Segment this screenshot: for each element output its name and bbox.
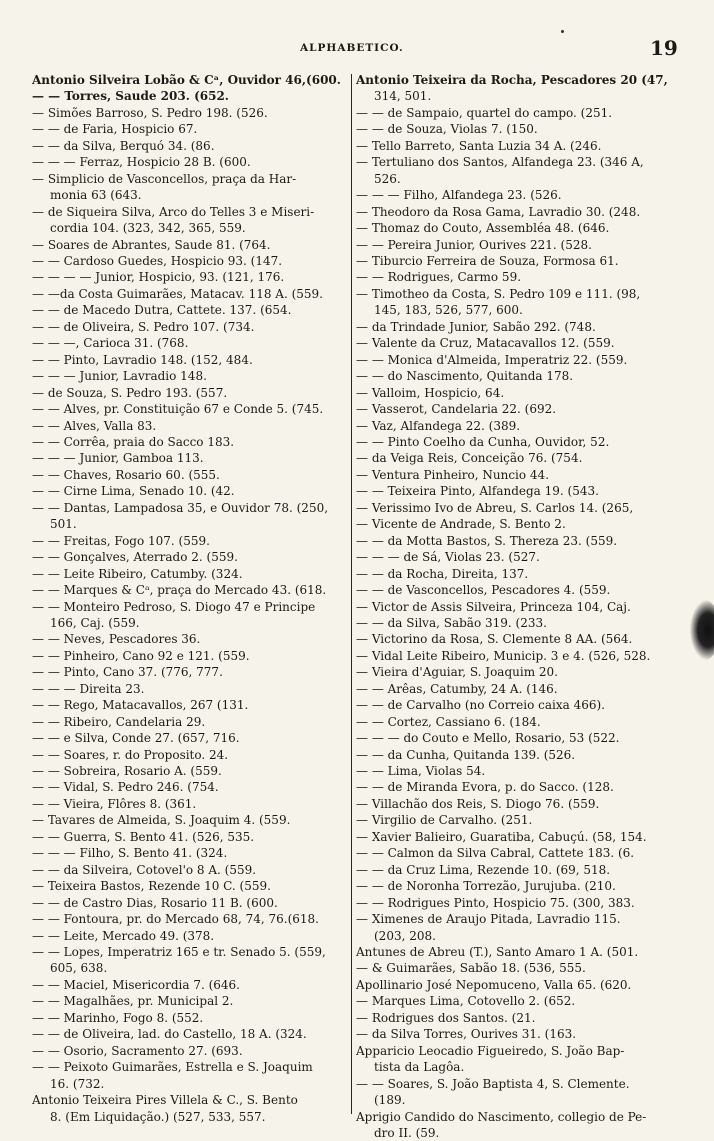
directory-entry: — — Soares, S. João Baptista 4, S. Clemente. — [356, 1076, 630, 1091]
directory-entry: — Vaz, Alfandega 22. (389. — [356, 418, 521, 433]
directory-entry: — Vieira d'Aguiar, S. Joaquim 20. — [356, 665, 558, 680]
directory-entry: — — Cirne Lima, Senado 10. (42. — [32, 484, 235, 499]
directory-entry: — Theodoro da Rosa Gama, Lavradio 30. (248. — [356, 204, 641, 219]
directory-entry: — — da Motta Bastos, S. Thereza 23. (559. — [356, 533, 618, 548]
directory-entry: — — — Junior, Gamboa 113. — [32, 451, 204, 466]
directory-entry: — — — Filho, S. Bento 41. (324. — [32, 846, 228, 861]
directory-entry: — Marques Lima, Cotovello 2. (652. — [356, 994, 576, 1009]
directory-entry: — Tertuliano dos Santos, Alfandega 23. (346 A, — [356, 155, 644, 170]
directory-entry: — — Torres, Saude 203. (652. — [32, 89, 229, 104]
directory-entry: — Teixeira Bastos, Rezende 10 C. (559. — [32, 879, 271, 894]
directory-entry: dro II. (59. — [374, 1126, 440, 1140]
directory-entry: — — Marinho, Fogo 8. (552. — [32, 1010, 204, 1025]
directory-entry: — — Cardoso Guedes, Hospicio 93. (147. — [32, 253, 283, 268]
directory-entry: — — Dantas, Lampadosa 35, e Ouvidor 78. (250, — [32, 500, 329, 515]
page-title: ALPHABETICO. — [300, 42, 404, 54]
directory-entry: 501. — [50, 517, 77, 532]
directory-entry: — Verissimo Ivo de Abreu, S. Carlos 14. (265, — [356, 500, 634, 515]
directory-entry: — — de Macedo Dutra, Cattete. 137. (654. — [32, 303, 292, 318]
directory-entry: — — do Nascimento, Quitanda 178. — [356, 369, 574, 384]
directory-entry: — — Neves, Pescadores 36. — [32, 632, 201, 647]
directory-entry: — — — — Junior, Hospicio, 93. (121, 176. — [32, 270, 285, 285]
directory-entry: — da Veiga Reis, Conceição 76. (754. — [356, 451, 583, 466]
directory-entry: — — Osorio, Sacramento 27. (693. — [32, 1043, 243, 1058]
directory-entry: — — Cortez, Cassiano 6. (184. — [356, 714, 541, 729]
directory-entry: — — Lopes, Imperatriz 165 e tr. Senado 5. (559, — [32, 945, 326, 960]
column-divider — [351, 74, 352, 1114]
directory-entry: — — Marques & Cᵃ, praça do Mercado 43. (618. — [32, 583, 327, 598]
directory-entry: 526. — [374, 171, 401, 186]
directory-entry: 314, 501. — [374, 89, 432, 104]
directory-entry: — Victor de Assis Silveira, Princeza 104, Caj. — [356, 599, 631, 614]
directory-entry: — Virgilio de Carvalho. (251. — [356, 813, 533, 828]
directory-entry: — — Rodrigues Pinto, Hospicio 75. (300, 383. — [356, 895, 635, 910]
directory-entry: — — e Silva, Conde 27. (657, 716. — [32, 731, 240, 746]
directory-entry: — — — de Sá, Violas 23. (527. — [356, 550, 540, 565]
directory-entry: Antonio Silveira Lobão & Cᵃ, Ouvidor 46,(600. — [32, 73, 341, 87]
directory-entry: — — Rodrigues, Carmo 59. — [356, 270, 522, 285]
directory-entry: — — de Noronha Torrezão, Jurujuba. (210. — [356, 879, 616, 894]
directory-entry: — & Guimarães, Sabão 18. (536, 555. — [356, 961, 586, 976]
directory-entry: — — Calmon da Silva Cabral, Cattete 183. (6. — [356, 846, 635, 861]
directory-entry: — — da Silveira, Cotovel'o 8 A. (559. — [32, 862, 257, 877]
directory-entry: — — da Rocha, Direita, 137. — [356, 566, 529, 581]
directory-entry: — — da Cruz Lima, Rezende 10. (69, 518. — [356, 862, 611, 877]
directory-entry: — — Pinto Coelho da Cunha, Ouvidor, 52. — [356, 434, 610, 449]
directory-entry: Antonio Teixeira da Rocha, Pescadores 20 (47, — [356, 73, 668, 87]
directory-entry: (189. — [374, 1093, 406, 1108]
directory-entry: — — Guerra, S. Bento 41. (526, 535. — [32, 829, 255, 844]
directory-entry: Antunes de Abreu (T.), Santo Amaro 1 A. (501. — [356, 945, 639, 960]
speck — [561, 30, 564, 33]
directory-entry: — Vicente de Andrade, S. Bento 2. — [356, 517, 566, 532]
directory-entry: 8. (Em Liquidação.) (527, 533, 557. — [50, 1109, 266, 1124]
directory-entry: — — Gonçalves, Aterrado 2. (559. — [32, 550, 238, 565]
directory-entry: — — Freitas, Fogo 107. (559. — [32, 533, 210, 548]
directory-entry: 145, 183, 526, 577, 600. — [374, 303, 523, 318]
directory-entry: — — Leite Ribeiro, Catumby. (324. — [32, 566, 243, 581]
directory-entry: — —da Costa Guimarães, Matacav. 118 A. (559. — [32, 286, 323, 301]
directory-entry: Apollinario José Nepomuceno, Valla 65. (620. — [356, 977, 632, 992]
directory-entry: — — de Oliveira, lad. do Castello, 18 A. (324. — [32, 1027, 307, 1042]
directory-entry: — Vasserot, Candelaria 22. (692. — [356, 402, 557, 417]
directory-entry: — Vidal Leite Ribeiro, Municip. 3 e 4. (526, 528. — [356, 648, 651, 663]
directory-entry: — — de Sampaio, quartel do campo. (251. — [356, 105, 613, 120]
directory-entry: — Ventura Pinheiro, Nuncio 44. — [356, 467, 550, 482]
directory-entry: — — — Filho, Alfandega 23. (526. — [356, 188, 562, 203]
directory-entry: — — Soares, r. do Proposito. 24. — [32, 747, 229, 762]
directory-entry: — Thomaz do Couto, Assembléa 48. (646. — [356, 221, 610, 236]
directory-entry: — Rodrigues dos Santos. (21. — [356, 1010, 536, 1025]
ink-blot — [690, 600, 714, 660]
directory-entry: — — Maciel, Misericordia 7. (646. — [32, 977, 240, 992]
directory-entry: — Ximenes de Araujo Pitada, Lavradio 115. — [356, 912, 621, 927]
directory-entry: — — — Ferraz, Hospicio 28 B. (600. — [32, 155, 251, 170]
directory-entry: — Timotheo da Costa, S. Pedro 109 e 111. (98, — [356, 286, 641, 301]
directory-entry: — Tello Barreto, Santa Luzia 34 A. (246. — [356, 138, 602, 153]
directory-entry: — — —, Carioca 31. (768. — [32, 336, 189, 351]
directory-entry: — da Silva Torres, Ourives 31. (163. — [356, 1027, 577, 1042]
directory-entry: — — — Direita 23. — [32, 681, 145, 696]
directory-entry: — — Monica d'Almeida, Imperatriz 22. (559. — [356, 352, 628, 367]
directory-entry: — — Corrêa, praia do Sacco 183. — [32, 434, 235, 449]
directory-entry: — — Teixeira Pinto, Alfandega 19. (543. — [356, 484, 599, 499]
directory-entry: — — da Silva, Berquó 34. (86. — [32, 138, 215, 153]
directory-entry: — — Monteiro Pedroso, S. Diogo 47 e Principe — [32, 599, 316, 614]
directory-entry: — Tavares de Almeida, S. Joaquim 4. (559. — [32, 813, 291, 828]
directory-entry: — — de Vasconcellos, Pescadores 4. (559. — [356, 583, 611, 598]
directory-entry: — — Pinto, Lavradio 148. (152, 484. — [32, 352, 253, 367]
directory-entry: — — de Oliveira, S. Pedro 107. (734. — [32, 319, 255, 334]
directory-entry: — Soares de Abrantes, Saude 81. (764. — [32, 237, 271, 252]
directory-entry: — — de Carvalho (no Correio caixa 466). — [356, 698, 605, 713]
directory-entry: Aprigio Candido do Nascimento, collegio de Pe- — [356, 1109, 647, 1124]
directory-entry: Antonio Teixeira Pires Villela & C., S. Bento — [32, 1093, 298, 1108]
directory-entry: — — Pereira Junior, Ourives 221. (528. — [356, 237, 592, 252]
directory-entry: — — Lima, Violas 54. — [356, 764, 486, 779]
directory-entry: — — Magalhães, pr. Municipal 2. — [32, 994, 234, 1009]
directory-entry: (203, 208. — [374, 928, 436, 943]
directory-entry: — — Pinheiro, Cano 92 e 121. (559. — [32, 648, 250, 663]
directory-entry: — — de Castro Dias, Rosario 11 B. (600. — [32, 895, 278, 910]
directory-entry: — — Ribeiro, Candelaria 29. — [32, 714, 206, 729]
directory-entry: — — da Silva, Sabão 319. (233. — [356, 615, 547, 630]
directory-entry: tista da Lagôa. — [374, 1060, 465, 1075]
directory-entry: 166, Caj. (559. — [50, 615, 140, 630]
directory-entry: — — Vidal, S. Pedro 246. (754. — [32, 780, 219, 795]
left-column — [32, 72, 350, 1125]
directory-entry: 605, 638. — [50, 961, 108, 976]
directory-entry: — de Siqueira Silva, Arco do Telles 3 e Miseri- — [32, 204, 315, 219]
directory-entry: — — Rego, Matacavallos, 267 (131. — [32, 698, 249, 713]
right-column — [356, 72, 700, 1141]
directory-entry: — — de Faria, Hospicio 67. — [32, 122, 198, 137]
directory-entry: — — Vieira, Flôres 8. (361. — [32, 796, 197, 811]
directory-entry: monia 63 (643. — [50, 188, 142, 203]
directory-entry: — Simões Barroso, S. Pedro 198. (526. — [32, 105, 268, 120]
directory-entry: — — Pinto, Cano 37. (776, 777. — [32, 665, 223, 680]
directory-entry: — Tiburcio Ferreira de Souza, Formosa 61. — [356, 253, 619, 268]
directory-entry: — — Alves, Valla 83. — [32, 418, 157, 433]
directory-entry: — — da Cunha, Quitanda 139. (526. — [356, 747, 576, 762]
directory-entry: — da Trindade Junior, Sabão 292. (748. — [356, 319, 596, 334]
directory-entry: — — Alves, pr. Constituição 67 e Conde 5. (745. — [32, 402, 324, 417]
directory-entry: — — Sobreira, Rosario A. (559. — [32, 764, 222, 779]
directory-entry: 16. (732. — [50, 1076, 105, 1091]
directory-entry: — — — Junior, Lavradio 148. — [32, 369, 207, 384]
running-head — [0, 36, 714, 58]
directory-entry: — — de Miranda Evora, p. do Sacco. (128. — [356, 780, 614, 795]
directory-entry: — — Fontoura, pr. do Mercado 68, 74, 76.(618. — [32, 912, 319, 927]
page-number: 19 — [650, 36, 678, 60]
directory-entry: — — Arêas, Catumby, 24 A. (146. — [356, 681, 558, 696]
directory-entry: — Xavier Balieiro, Guaratiba, Cabuçú. (58, 154. — [356, 829, 647, 844]
directory-entry: — de Souza, S. Pedro 193. (557. — [32, 385, 228, 400]
directory-entry: Apparicio Leocadio Figueiredo, S. João Bap- — [356, 1043, 625, 1058]
directory-entry: — Villachão dos Reis, S. Diogo 76. (559. — [356, 796, 600, 811]
directory-entry: — — Chaves, Rosario 60. (555. — [32, 467, 220, 482]
directory-entry: — Victorino da Rosa, S. Clemente 8 AA. (564. — [356, 632, 633, 647]
directory-entry: — — Peixoto Guimarães, Estrella e S. Joaquim — [32, 1060, 313, 1075]
directory-entry: — — — do Couto e Mello, Rosario, 53 (522. — [356, 731, 620, 746]
directory-entry: — — de Souza, Violas 7. (150. — [356, 122, 538, 137]
directory-entry: — Valente da Cruz, Matacavallos 12. (559. — [356, 336, 615, 351]
directory-entry: cordia 104. (323, 342, 365, 559. — [50, 221, 246, 236]
directory-entry: — Simplicio de Vasconcellos, praça da Har- — [32, 171, 297, 186]
directory-entry: — Valloim, Hospicio, 64. — [356, 385, 505, 400]
directory-entry: — — Leite, Mercado 49. (378. — [32, 928, 215, 943]
